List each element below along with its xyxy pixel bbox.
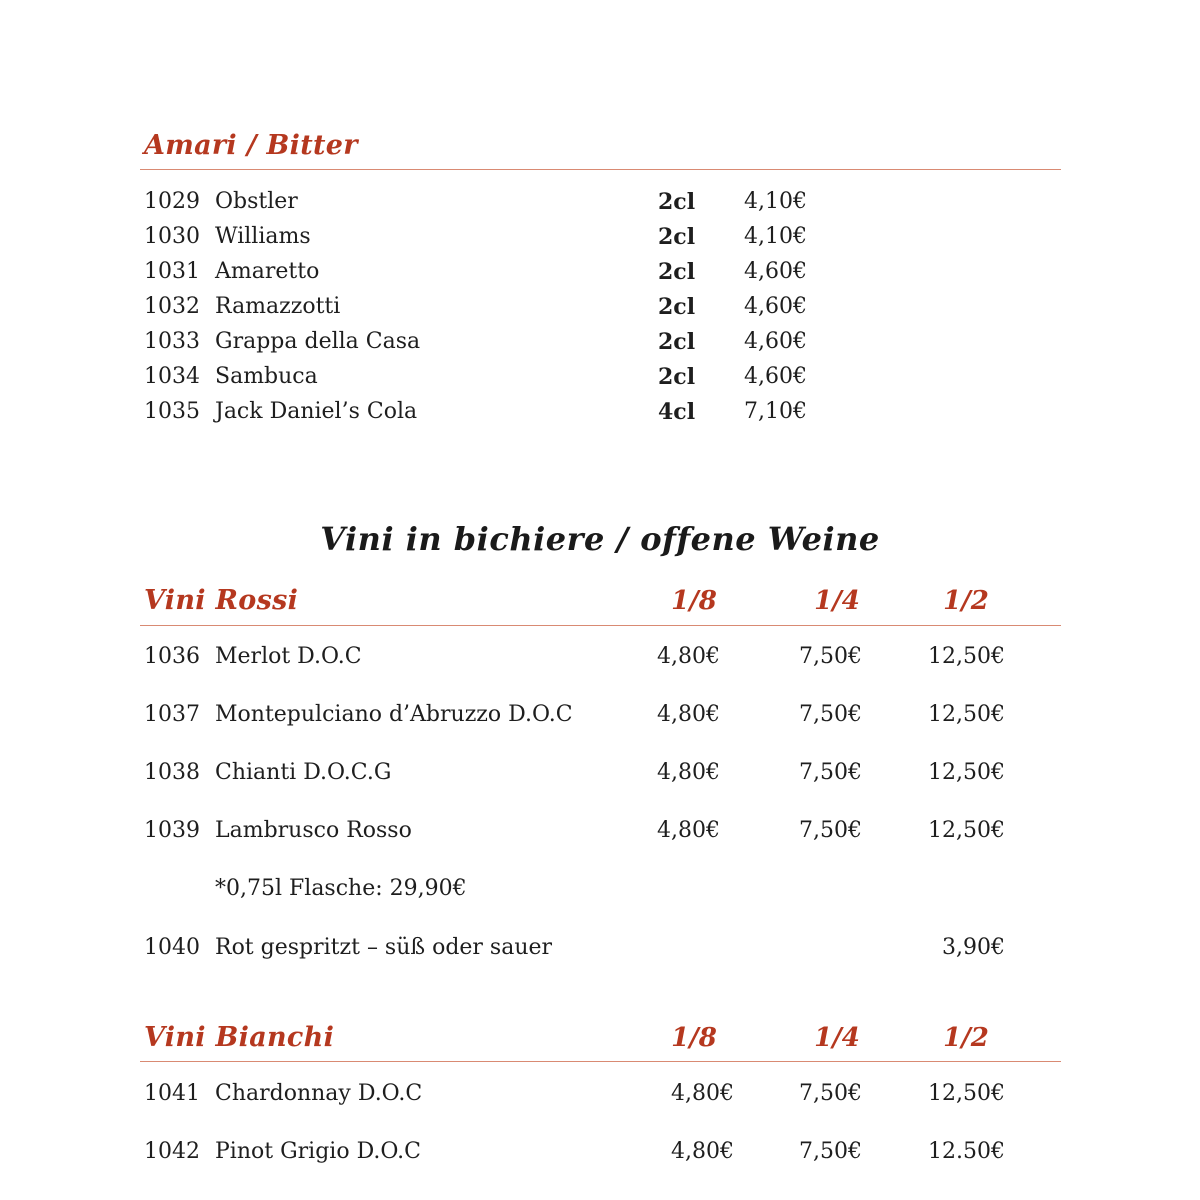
- price-eighth: 4,80€: [657, 702, 720, 727]
- item-volume: 2cl: [658, 224, 696, 250]
- item-volume: 2cl: [658, 189, 696, 215]
- price-quarter: 7,50€: [799, 1139, 862, 1164]
- item-number: 1041: [144, 1081, 200, 1106]
- price-half: 12,50€: [928, 702, 1005, 727]
- price-half: 12,50€: [928, 818, 1005, 843]
- menu-item-row: [0, 329, 1200, 359]
- menu-item-row: [0, 364, 1200, 394]
- price-half: 12.50€: [928, 1139, 1005, 1164]
- item-name: Rot gespritzt – süß oder sauer: [215, 935, 553, 960]
- amari-divider: [140, 169, 1061, 170]
- bottle-price-note: *0,75l Flasche: 29,90€: [215, 876, 467, 901]
- item-number: 1029: [144, 189, 200, 214]
- item-number: 1036: [144, 644, 200, 669]
- item-volume: 2cl: [658, 259, 696, 285]
- item-number: 1039: [144, 818, 200, 843]
- rossi-col-half: 1/2: [943, 586, 989, 616]
- item-price: 3,90€: [942, 935, 1005, 960]
- rossi-col-quarter: 1/4: [814, 586, 860, 616]
- price-quarter: 7,50€: [799, 760, 862, 785]
- item-number: 1033: [144, 329, 200, 354]
- item-number: 1032: [144, 294, 200, 319]
- price-quarter: 7,50€: [799, 1081, 862, 1106]
- price-eighth: 4,80€: [657, 760, 720, 785]
- rossi-col-eighth: 1/8: [671, 586, 717, 616]
- item-price: 4,60€: [744, 364, 807, 389]
- price-quarter: 7,50€: [799, 818, 862, 843]
- rossi-divider: [140, 625, 1061, 626]
- item-number: 1035: [144, 399, 200, 424]
- item-name: Montepulciano d’Abruzzo D.O.C: [215, 702, 573, 727]
- item-price: 4,60€: [744, 329, 807, 354]
- item-number: 1030: [144, 224, 200, 249]
- item-volume: 2cl: [658, 294, 696, 320]
- item-name: Merlot D.O.C: [215, 644, 362, 669]
- price-eighth: 4,80€: [657, 644, 720, 669]
- item-name: Ramazzotti: [215, 294, 341, 319]
- item-price: 4,60€: [744, 294, 807, 319]
- item-volume: 2cl: [658, 364, 696, 390]
- wine-row: [0, 760, 1200, 790]
- menu-item-row: [0, 399, 1200, 429]
- item-name: Obstler: [215, 189, 298, 214]
- item-name: Grappa della Casa: [215, 329, 421, 354]
- menu-item-row: [0, 189, 1200, 219]
- menu-item-row: [0, 259, 1200, 289]
- item-name: Chardonnay D.O.C: [215, 1081, 423, 1106]
- bianchi-divider: [140, 1061, 1061, 1062]
- item-number: 1031: [144, 259, 200, 284]
- bianchi-section-title: Vini Bianchi: [144, 1022, 335, 1053]
- price-eighth: 4,80€: [671, 1081, 734, 1106]
- item-name: Amaretto: [215, 259, 320, 284]
- price-quarter: 7,50€: [799, 644, 862, 669]
- item-price: 4,10€: [744, 189, 807, 214]
- item-name: Lambrusco Rosso: [215, 818, 412, 843]
- price-quarter: 7,50€: [799, 702, 862, 727]
- bianchi-col-quarter: 1/4: [814, 1023, 860, 1053]
- item-price: 7,10€: [744, 399, 807, 424]
- item-name: Sambuca: [215, 364, 318, 389]
- wine-row: [0, 644, 1200, 674]
- item-name: Pinot Grigio D.O.C: [215, 1139, 421, 1164]
- price-eighth: 4,80€: [657, 818, 720, 843]
- item-volume: 4cl: [658, 399, 696, 425]
- item-number: 1042: [144, 1139, 200, 1164]
- item-volume: 2cl: [658, 329, 696, 355]
- item-number: 1034: [144, 364, 200, 389]
- item-name: Chianti D.O.C.G: [215, 760, 392, 785]
- wine-row: [0, 935, 1200, 965]
- price-half: 12,50€: [928, 644, 1005, 669]
- wine-main-heading: Vini in bichiere / offene Weine: [320, 520, 880, 558]
- item-price: 4,60€: [744, 259, 807, 284]
- amari-section-title: Amari / Bitter: [144, 130, 358, 161]
- menu-item-row: [0, 224, 1200, 254]
- item-number: 1038: [144, 760, 200, 785]
- wine-row: [0, 818, 1200, 848]
- wine-row: [0, 1081, 1200, 1111]
- item-name: Jack Daniel’s Cola: [215, 399, 418, 424]
- menu-item-row: [0, 294, 1200, 324]
- price-half: 12,50€: [928, 760, 1005, 785]
- bianchi-col-half: 1/2: [943, 1023, 989, 1053]
- bianchi-col-eighth: 1/8: [671, 1023, 717, 1053]
- wine-row: [0, 1139, 1200, 1169]
- price-half: 12,50€: [928, 1081, 1005, 1106]
- item-price: 4,10€: [744, 224, 807, 249]
- item-number: 1037: [144, 702, 200, 727]
- item-name: Williams: [215, 224, 311, 249]
- price-eighth: 4,80€: [671, 1139, 734, 1164]
- item-number: 1040: [144, 935, 200, 960]
- rossi-section-title: Vini Rossi: [144, 585, 299, 616]
- wine-row: [0, 702, 1200, 732]
